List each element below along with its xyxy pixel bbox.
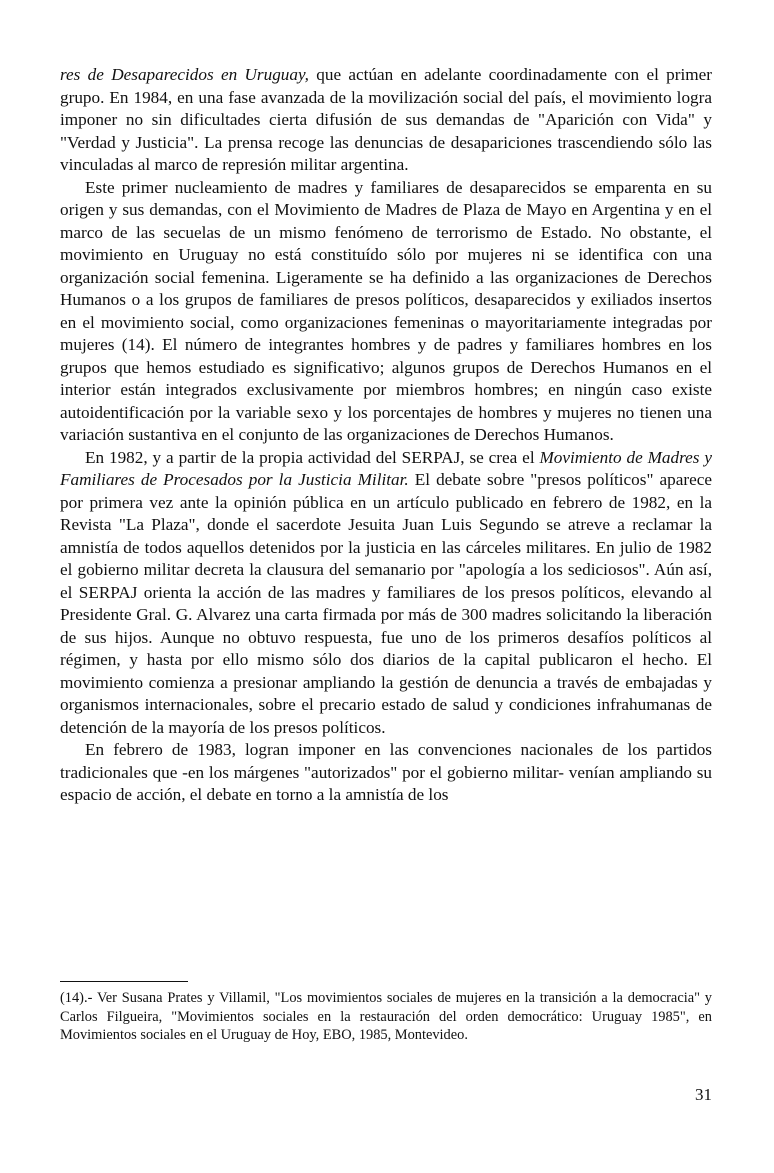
paragraph-4-text: En febrero de 1983, logran imponer en las convenciones nacionales de los partidos tradicionales que -en los márgenes "autorizados" por el gobierno militar- venían ampliando su espacio de acción, el debate en torno a la amnistía de los: [60, 740, 712, 804]
paragraph-3-text-before: En 1982, y a partir de la propia actividad del SERPAJ, se crea el: [85, 447, 540, 467]
footnote-text: (14).- Ver Susana Prates y Villamil, "Los movimientos sociales de mujeres en la transición a la democracia" y Carlos Filgueira, "Movimientos sociales en la restauración del orden democrático: Uruguay 1985", en Movimientos sociales en el Uruguay de Hoy, EBO, 1985, Montevideo.: [60, 990, 712, 1043]
paragraph-3-text-after: El debate sobre "presos políticos" aparece por primera vez ante la opinión pública en un artículo publicado en febrero de 1982, en la Revista "La Plaza", donde el sacerdote Jesuita Juan Luis Segundo se atreve a reclamar la amnistía de todos aquellos detenidos por la justicia en las cárceles militares. En julio de 1982 el gobierno militar decreta la clausura del semanario por "apología a los sediciosos". Aún así, el SERPAJ orienta la acción de las madres y familiares de los presos políticos, elevando al Presidente Gral. G. Alvarez una carta firmada por más de 300 madres solicitando la liberación de sus hijos. Aunque no obtuvo respuesta, fue uno de los primeros desafíos políticos al régimen, y hasta por ello mismo sólo dos diarios de la capital publicaron el hecho. El movimiento comienza a presionar ampliando la gestión de denuncia a través de embajadas y organismos internacionales, sobre el precario estado de salud y condiciones infrahumanas de detención de la mayoría de los presos políticos.: [60, 470, 712, 737]
paragraph-1-text: que actúan en adelante coordinadamente con el primer grupo. En 1984, en una fase avanzada de la movilización social del país, el movimiento logra imponer no sin dificultades cierta difusión de sus demandas de "Aparición con Vida" y "Verdad y Justicia". La prensa recoge las denuncias de desapariciones trascendiendo sólo las vinculadas al marco de represión militar argentina.: [60, 65, 712, 174]
paragraph-3-italic-title: Movimiento de Madres y Familiares de Procesados por la Justicia Militar.: [60, 447, 712, 489]
paragraph-3: [60, 447, 712, 740]
footnote: [60, 989, 712, 1045]
body-text: [60, 64, 712, 807]
footnote-separator: [60, 981, 188, 982]
paragraph-2-text: Este primer nucleamiento de madres y familiares de desaparecidos se emparenta en su origen y sus demandas, con el Movimiento de Madres de Plaza de Mayo en Argentina y en el marco de las secuelas de un mismo fenómeno de terrorismo de Estado. No obstante, el movimiento en Uruguay no está constituído sólo por mujeres ni se identifica con una organización social femenina. Ligeramente se ha definido a las organizaciones de Derechos Humanos o a los grupos de familiares de presos políticos, desaparecidos y exiliados insertos en el movimiento social, como organizaciones femeninas o mayoritariamente integradas por mujeres (14). El número de integrantes hombres y de padres y familiares hombres en los grupos que hemos estudiado es significativo; algunos grupos de Derechos Humanos en el interior están integrados exclusivamente por miembros hombres; en ningún caso existe autoidentificación por la variable sexo y los porcentajes de hombres y mujeres no tienen una variación sustantiva en el conjunto de las organizaciones de Derechos Humanos.: [60, 177, 712, 444]
page-number: 31: [695, 1085, 712, 1104]
paragraph-2: [60, 177, 712, 447]
paragraph-1-italic-lead: res de Desaparecidos en Uruguay,: [60, 65, 309, 84]
paragraph-4: [60, 739, 712, 807]
paragraph-1: [60, 64, 712, 177]
